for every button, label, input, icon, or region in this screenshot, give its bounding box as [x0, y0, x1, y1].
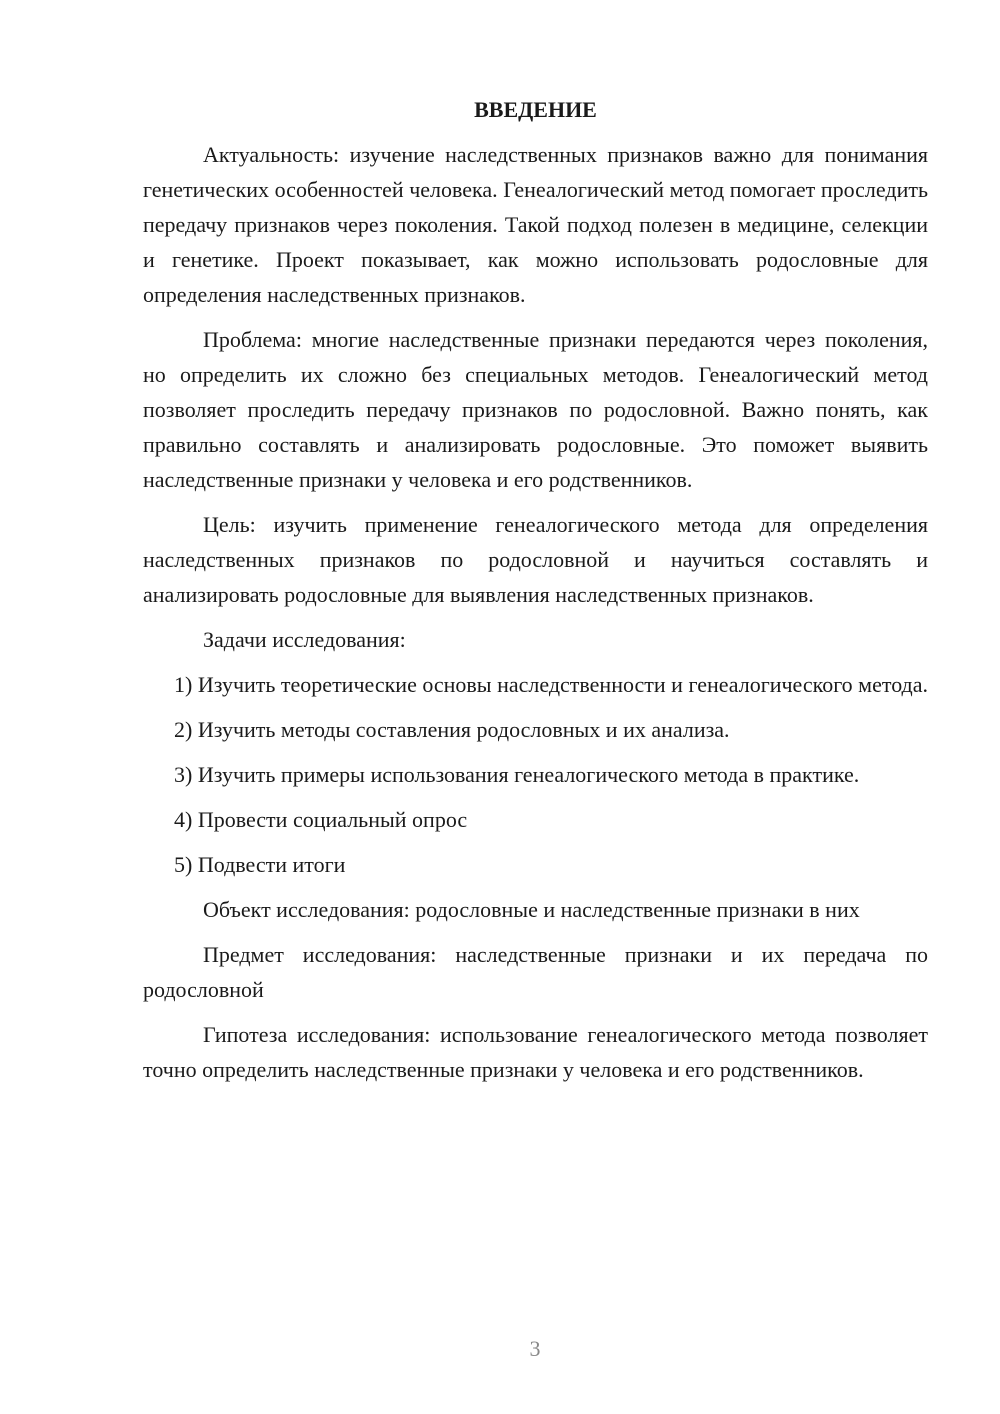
paragraph-problem: Проблема: многие наследственные признаки передаются через поколения, но определить их сложно без специальных методов. Генеалогический метод позволяет проследить передачу признаков по родословной. Важно понять, как правильно составлять и анализировать родословные. Это поможет выявить наследственные признаки у человека и его родственников. [143, 327, 928, 492]
task-item-3: 3) Изучить примеры использования генеалогического метода в практике. [174, 762, 860, 787]
paragraph-relevance: Актуальность: изучение наследственных признаков важно для понимания генетических особенностей человека. Генеалогический метод помогает проследить передачу признаков через поколения. Такой подход полезен в медицине, селекции и генетике. Проект показывает, как можно использовать родословные для определения наследственных признаков. [143, 142, 928, 307]
page-number: 3 [529, 1336, 541, 1361]
paragraph-goal: Цель: изучить применение генеалогического метода для определения наследственных признаков по родословной и научиться составлять и анализировать родословные для выявления наследственных признаков. [143, 512, 928, 607]
tasks-heading: Задачи исследования: [203, 627, 406, 652]
page-content [143, 92, 928, 1097]
task-item-4: 4) Провести социальный опрос [174, 807, 468, 832]
task-item-5: 5) Подвести итоги [174, 852, 346, 877]
page-title: ВВЕДЕНИЕ [474, 97, 597, 122]
task-item-1: 1) Изучить теоретические основы наследственности и генеалогического метода. [174, 672, 929, 697]
paragraph-object: Объект исследования: родословные и наследственные признаки в них [203, 897, 860, 922]
task-item-2: 2) Изучить методы составления родословных и их анализа. [174, 717, 730, 742]
paragraph-hypothesis: Гипотеза исследования: использование генеалогического метода позволяет точно определить наследственные признаки у человека и его родственников. [143, 1022, 928, 1082]
paragraph-subject: Предмет исследования: наследственные признаки и их передача по родословной [143, 942, 928, 1002]
